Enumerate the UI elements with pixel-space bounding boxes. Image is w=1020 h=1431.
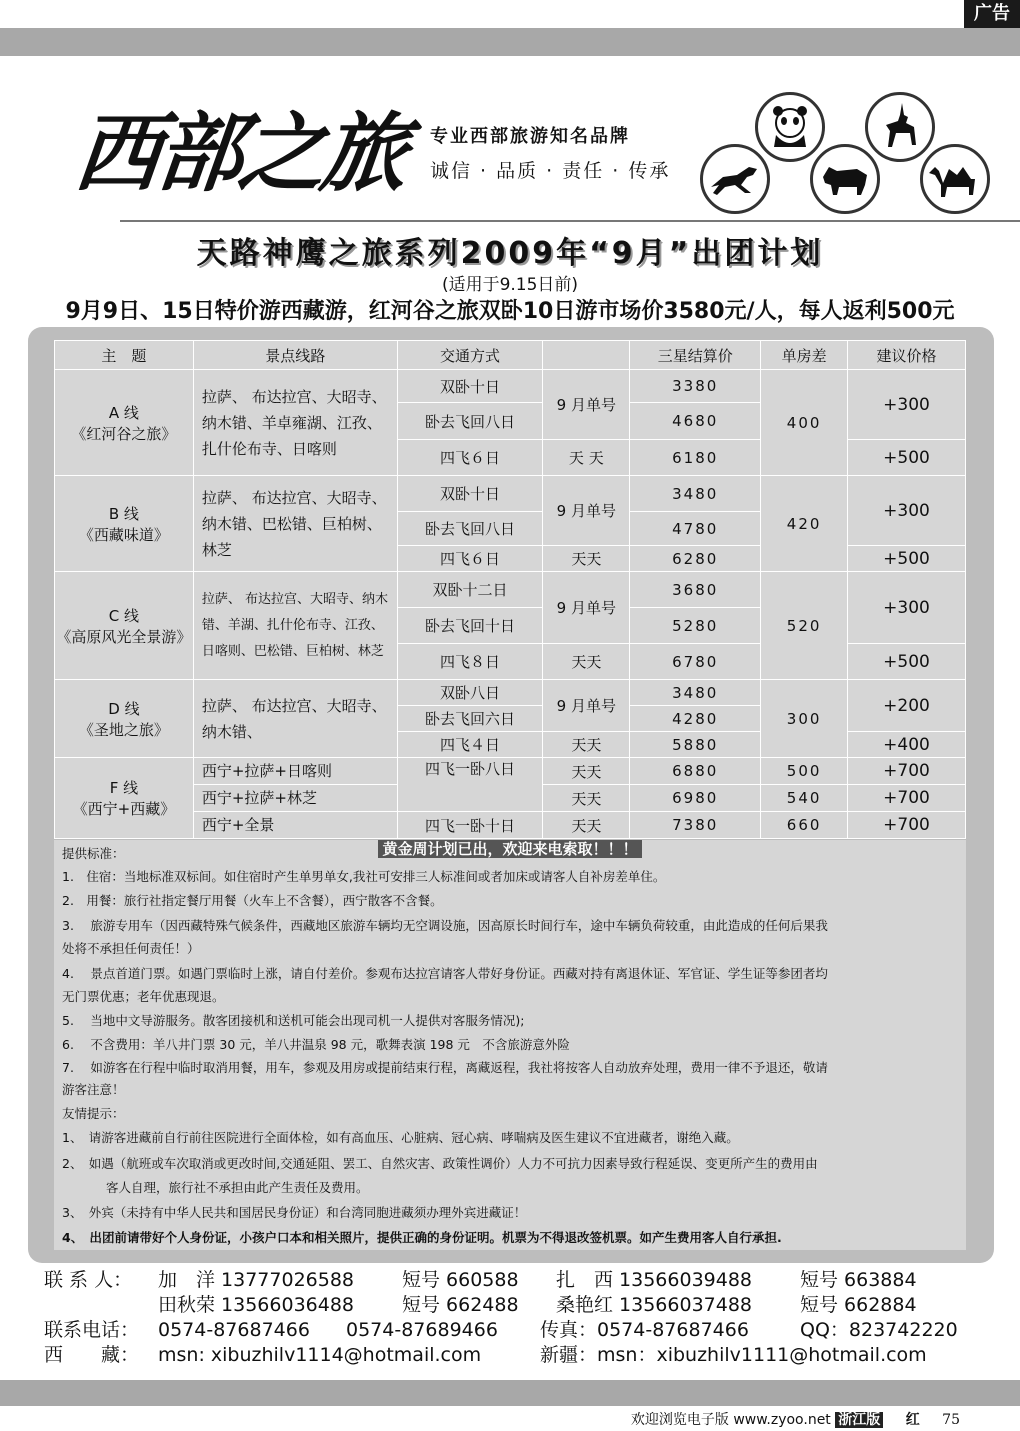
note-item: 5. 当地中文导游服务。散客团接机和送机可能会出现司机一人提供对客服务情况); bbox=[62, 1013, 525, 1028]
camel-icon bbox=[920, 144, 990, 214]
single-supplement-cell: 540 bbox=[761, 785, 848, 812]
footer-edition: 浙江版 bbox=[835, 1412, 883, 1428]
contact-row bbox=[44, 1268, 994, 1293]
contact-short: 短号 662488 bbox=[402, 1294, 519, 1316]
theme-cell: C 线 《高原风光全景游》 bbox=[55, 572, 194, 680]
table-row bbox=[55, 370, 966, 403]
date-cell: 9 月单号 bbox=[543, 680, 630, 732]
header-suggested-price: 建议价格 bbox=[848, 341, 966, 370]
theme-cell: B 线 《西藏味道》 bbox=[55, 476, 194, 572]
date-cell: 天天 bbox=[543, 644, 630, 680]
note-item: 3. 旅游专用车（因西藏特殊气候条件，西藏地区旅游车辆均无空调设施，因高原长时间行车，途中车辆负荷较重，由此造成的任何后果我 bbox=[62, 918, 828, 933]
price-cell: 6280 bbox=[630, 546, 761, 572]
contacts-block bbox=[44, 1268, 994, 1368]
tip-item: 2、 如遇（航班或车次取消或更改时间,交通延阻、罢工、自然灾害、政策性调价）人力不可抗力因素导致行程延误、变更所产生的费用由 bbox=[62, 1156, 818, 1171]
price-cell: 5880 bbox=[630, 732, 761, 758]
golden-week-banner: 黄金周计划已出，欢迎来电索取！！！ bbox=[0, 838, 1020, 859]
note-item: 游客注意！ bbox=[62, 1082, 125, 1097]
single-supplement-cell: 420 bbox=[761, 476, 848, 572]
price-cell: 6180 bbox=[630, 440, 761, 476]
contact-row bbox=[44, 1343, 994, 1368]
ad-tag: 广告 bbox=[964, 0, 1020, 28]
date-cell: 9 月单号 bbox=[543, 370, 630, 440]
greyhound-icon bbox=[700, 144, 770, 214]
transport-cell: 卧去飞回六日 bbox=[397, 706, 543, 732]
note-item: 2. 用餐：旅行社指定餐厅用餐（火车上不含餐），西宁散客不含餐。 bbox=[62, 893, 443, 908]
top-bar bbox=[0, 28, 1020, 56]
route-cell: 西宁+拉萨+日喀则 bbox=[193, 758, 397, 785]
plan-subtitle: (适用于9.15日前) bbox=[441, 275, 579, 295]
price-cell: 4680 bbox=[630, 403, 761, 440]
tip-item: 4、 出团前请带好个人身份证，小孩户口本和相关照片，提供正确的身份证明。机票为不得退改签机票。如产生费用客人自行承担. bbox=[62, 1230, 782, 1245]
tibet-label: 西 藏： bbox=[44, 1344, 140, 1366]
header-price: 三星结算价 bbox=[630, 341, 761, 370]
route-cell: 拉萨、 布达拉宫、大昭寺、纳木错、羊湖、扎什伦布寺、江孜、日喀则、巴松错、巨柏树、林芝 bbox=[193, 572, 397, 680]
transport-cell: 四飞６日 bbox=[397, 546, 543, 572]
page-number: 75 bbox=[942, 1412, 960, 1428]
route-cell: 拉萨、 布达拉宫、大昭寺、纳木错、 bbox=[193, 680, 397, 758]
table-header-row bbox=[55, 341, 966, 370]
transport-cell: 双卧十二日 bbox=[397, 572, 543, 608]
contact-label: 联 系 人： bbox=[44, 1269, 133, 1291]
note-item: 处将不承担任何责任！） bbox=[62, 941, 200, 956]
transport-cell: 四飞６日 bbox=[397, 440, 543, 476]
antelope-icon bbox=[865, 92, 935, 162]
suggested-price-cell: +300 bbox=[848, 572, 966, 644]
transport-cell: 卧去飞回八日 bbox=[397, 512, 543, 546]
contact-person: 加 洋 13777026588 bbox=[158, 1269, 355, 1291]
price-cell: 3480 bbox=[630, 476, 761, 512]
price-cell: 6780 bbox=[630, 644, 761, 680]
contact-row bbox=[44, 1293, 994, 1318]
phone-number: 0574-87689466 bbox=[346, 1319, 498, 1341]
theme-cell: A 线 《红河谷之旅》 bbox=[55, 370, 194, 476]
price-cell: 6880 bbox=[630, 758, 761, 785]
header-route: 景点线路 bbox=[193, 341, 397, 370]
transport-cell: 卧去飞回十日 bbox=[397, 608, 543, 644]
suggested-price-cell: +300 bbox=[848, 370, 966, 440]
table-row bbox=[55, 680, 966, 706]
contact-short: 短号 663884 bbox=[800, 1269, 917, 1291]
contact-short: 短号 660588 bbox=[402, 1269, 519, 1291]
single-supplement-cell: 500 bbox=[761, 758, 848, 785]
panda-icon bbox=[755, 92, 825, 162]
theme-cell: F 线 《西宁+西藏》 bbox=[55, 758, 194, 839]
route-cell: 拉萨、 布达拉宫、大昭寺、纳木错、巴松错、巨柏树、林芝 bbox=[193, 476, 397, 572]
date-cell: 天 天 bbox=[543, 440, 630, 476]
date-cell: 9 月单号 bbox=[543, 572, 630, 644]
msn-tibet: msn: xibuzhilv1114@hotmail.com bbox=[158, 1344, 482, 1366]
route-cell: 西宁+拉萨+林芝 bbox=[193, 785, 397, 812]
footer-section: 红 bbox=[905, 1412, 920, 1428]
transport-cell: 四飞４日 bbox=[397, 732, 543, 758]
suggested-price-cell: +500 bbox=[848, 546, 966, 572]
suggested-price-cell: +300 bbox=[848, 476, 966, 546]
date-cell: 天天 bbox=[543, 758, 630, 785]
table-row bbox=[55, 758, 966, 785]
brand-divider bbox=[120, 220, 1020, 222]
table-row bbox=[55, 476, 966, 512]
plan-title: 天路神鹰之旅系列2009年“9月”出团计划 bbox=[196, 236, 824, 271]
brand-logo-title: 西部之旅 bbox=[69, 103, 409, 204]
single-supplement-cell: 520 bbox=[761, 572, 848, 680]
transport-cell: 双卧十日 bbox=[397, 370, 543, 403]
transport-cell: 四飞一卧十日 bbox=[397, 812, 543, 839]
header-transport: 交通方式 bbox=[397, 341, 543, 370]
price-cell: 3380 bbox=[630, 370, 761, 403]
header-theme: 主 题 bbox=[55, 341, 194, 370]
single-supplement-cell: 660 bbox=[761, 812, 848, 839]
contact-short: 短号 662884 bbox=[800, 1294, 917, 1316]
date-cell: 天天 bbox=[543, 732, 630, 758]
price-cell: 3480 bbox=[630, 680, 761, 706]
fax-number: 传真：0574-87687466 bbox=[540, 1319, 749, 1341]
page-footer bbox=[631, 1410, 960, 1430]
tip-item: 3、 外宾（未持有中华人民共和国居民身份证）和台湾同胞进藏须办理外宾进藏证！ bbox=[62, 1205, 527, 1220]
date-cell: 天天 bbox=[543, 546, 630, 572]
contact-person: 桑艳红 13566037488 bbox=[556, 1294, 753, 1316]
route-cell: 拉萨、 布达拉宫、大昭寺、纳木错、羊卓雍湖、江孜、扎什伦布寺、日喀则 bbox=[193, 370, 397, 476]
brand-values: 诚信 · 品质 · 责任 · 传承 bbox=[430, 160, 671, 182]
routes-table bbox=[54, 340, 966, 839]
suggested-price-cell: +700 bbox=[848, 812, 966, 839]
suggested-price-cell: +700 bbox=[848, 785, 966, 812]
header-single-supplement: 单房差 bbox=[761, 341, 848, 370]
single-supplement-cell: 400 bbox=[761, 370, 848, 476]
theme-cell: D 线 《圣地之旅》 bbox=[55, 680, 194, 758]
contact-person: 田秋荣 13566036488 bbox=[158, 1294, 355, 1316]
transport-cell: 双卧十日 bbox=[397, 476, 543, 512]
note-item: 7. 如游客在行程中临时取消用餐，用车，参观及用房或提前结束行程，离藏返程，我社将按客人自动放弃处理，费用一律不予退还，敬请 bbox=[62, 1060, 828, 1075]
brand-header bbox=[70, 72, 990, 222]
price-cell: 3680 bbox=[630, 572, 761, 608]
transport-cell: 四飞８日 bbox=[397, 644, 543, 680]
note-item: 4. 景点首道门票。如遇门票临时上涨，请自付差价。参观布达拉宫请客人带好身份证。西藏对持有离退休证、军官证、学生证等参团者均 bbox=[62, 966, 828, 981]
phone-number: 0574-87687466 bbox=[158, 1319, 310, 1341]
contact-person: 扎 西 13566039488 bbox=[556, 1269, 753, 1291]
msn-xinjiang: 新疆：msn：xibuzhilv1111@hotmail.com bbox=[540, 1344, 927, 1366]
suggested-price-cell: +500 bbox=[848, 644, 966, 680]
bottom-bar bbox=[0, 1380, 1020, 1406]
tip-item: 客人自理，旅行社不承担由此产生责任及费用。 bbox=[106, 1180, 369, 1195]
single-supplement-cell: 300 bbox=[761, 680, 848, 758]
suggested-price-cell: +400 bbox=[848, 732, 966, 758]
tip-item: 1、 请游客进藏前自行前往医院进行全面体检，如有高血压、心脏病、冠心病、哮喘病及医生建议不宜进藏者，谢绝入藏。 bbox=[62, 1130, 739, 1145]
transport-cell: 双卧八日 bbox=[397, 680, 543, 706]
ox-icon bbox=[810, 144, 880, 214]
suggested-price-cell: +200 bbox=[848, 680, 966, 732]
note-item: 1. 住宿：当地标准双标间。如住宿时产生单男单女,我社可安排三人标准间或者加床或请客人自补房差单住。 bbox=[62, 869, 666, 884]
price-cell: 7380 bbox=[630, 812, 761, 839]
transport-cell: 四飞一卧八日 bbox=[397, 758, 543, 812]
contact-row bbox=[44, 1318, 994, 1343]
note-item: 无门票优惠；老年优惠现退。 bbox=[62, 989, 225, 1004]
animal-emblems bbox=[700, 92, 990, 222]
date-cell: 天天 bbox=[543, 812, 630, 839]
price-cell: 4280 bbox=[630, 706, 761, 732]
notes-section bbox=[54, 840, 966, 1250]
date-cell: 9 月单号 bbox=[543, 476, 630, 546]
qq-number: QQ：823742220 bbox=[800, 1319, 958, 1341]
promo-headline: 9月9日、15日特价游西藏游，红河谷之旅双卧10日游市场价3580元/人，每人返利500元 bbox=[65, 299, 955, 324]
header-date bbox=[543, 341, 630, 370]
route-cell: 西宁+全景 bbox=[193, 812, 397, 839]
transport-cell: 卧去飞回八日 bbox=[397, 403, 543, 440]
note-item: 6. 不含费用：羊八井门票 30 元，羊八井温泉 98 元，歌舞表演 198 元 不含旅游意外险 bbox=[62, 1037, 570, 1052]
price-cell: 6980 bbox=[630, 785, 761, 812]
standard-title: 提供标准： bbox=[62, 846, 125, 861]
tips-title: 友情提示： bbox=[62, 1106, 125, 1121]
suggested-price-cell: +500 bbox=[848, 440, 966, 476]
footer-website: 欢迎浏览电子版 www.zyoo.net bbox=[630, 1412, 831, 1428]
phone-label: 联系电话： bbox=[44, 1319, 140, 1341]
price-cell: 4780 bbox=[630, 512, 761, 546]
brand-slogan: 专业西部旅游知名品牌 bbox=[430, 126, 630, 147]
date-cell: 天天 bbox=[543, 785, 630, 812]
price-cell: 5280 bbox=[630, 608, 761, 644]
suggested-price-cell: +700 bbox=[848, 758, 966, 785]
table-row bbox=[55, 572, 966, 608]
